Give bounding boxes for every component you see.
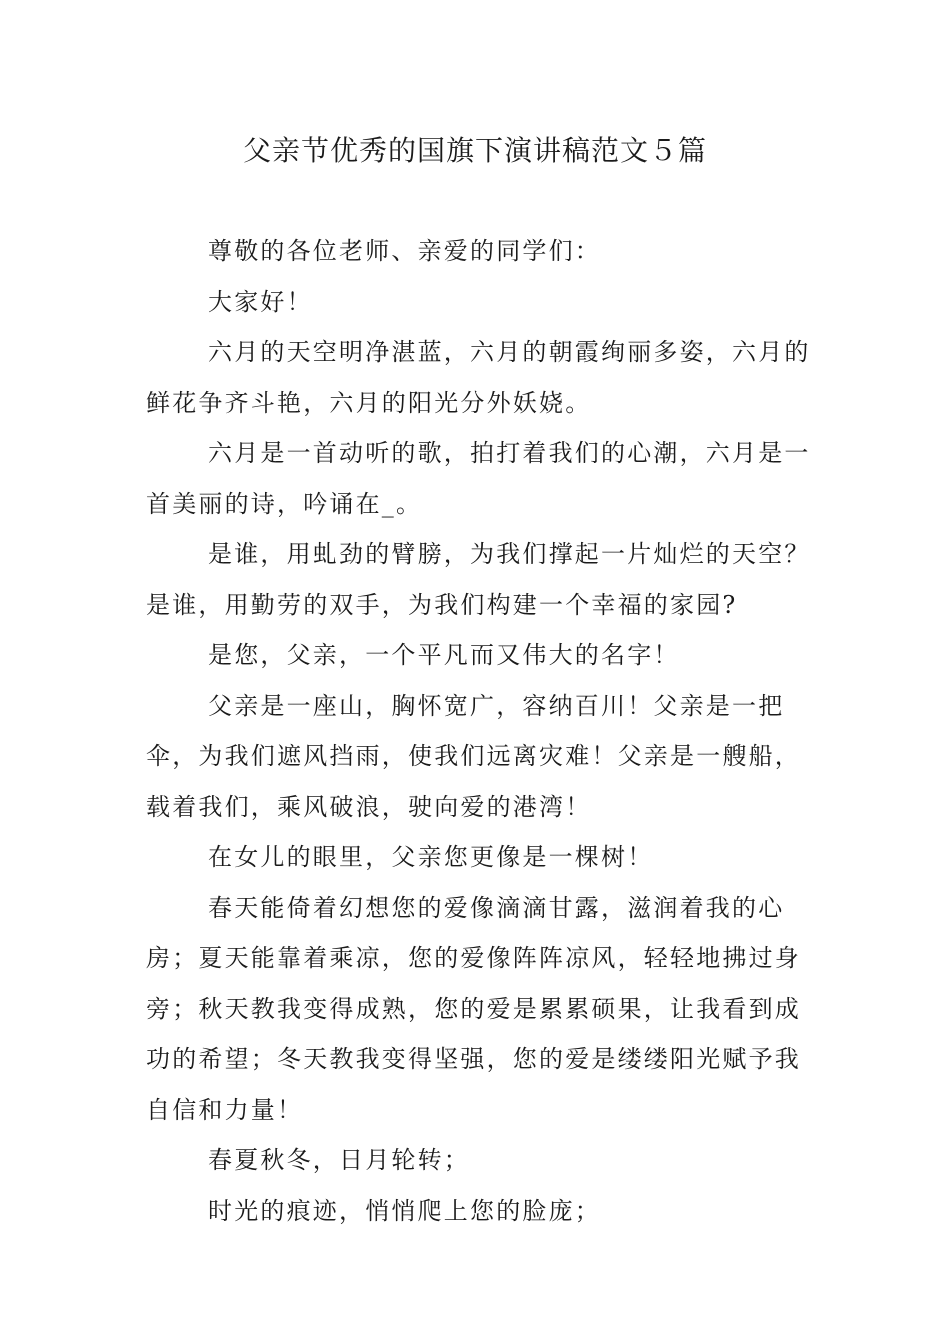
paragraph: 是谁，用虬劲的臂膀，为我们撑起一片灿烂的天空？是谁，用勤劳的双手，为我们构建一个幸福的家园? [146, 540, 811, 619]
document-title: 父亲节优秀的国旗下演讲稿范文５篇 [242, 134, 707, 167]
paragraph: 春天能倚着幻想您的爱像滴滴甘露，滋润着我的心房；夏天能靠着乘凉，您的爱像阵阵凉风，轻轻地拂过身旁；秋天教我变得成熟，您的爱是累累硕果，让我看到成功的希望；冬天教我变得坚强，您的爱是缕缕阳光赋予我自信和力量！ [146, 893, 801, 1124]
paragraph: 六月的天空明净湛蓝，六月的朝霞绚丽多姿，六月的鲜花争齐斗艳，六月的阳光分外妖娆。 [146, 338, 811, 417]
paragraph: 时光的痕迹，悄悄爬上您的脸庞； [208, 1196, 601, 1225]
paragraph: 在女儿的眼里，父亲您更像是一棵树！ [208, 843, 654, 871]
paragraph: 春夏秋冬，日月轮转； [208, 1146, 470, 1174]
paragraph-hello: 大家好！ [208, 287, 313, 316]
document-body [146, 226, 818, 1236]
paragraph: 六月是一首动听的歌，拍打着我们的心潮，六月是一首美丽的诗，吟诵在_。 [146, 439, 811, 518]
paragraph-greeting: 尊敬的各位老师、亲爱的同学们： [208, 237, 601, 265]
paragraph: 父亲是一座山，胸怀宽广，容纳百川！父亲是一把伞，为我们遮风挡雨，使我们远离灾难！父亲是一艘船，载着我们，乘风破浪，驶向爱的港湾！ [146, 691, 801, 821]
paragraph: 是您，父亲，一个平凡而又伟大的名字！ [208, 641, 680, 669]
